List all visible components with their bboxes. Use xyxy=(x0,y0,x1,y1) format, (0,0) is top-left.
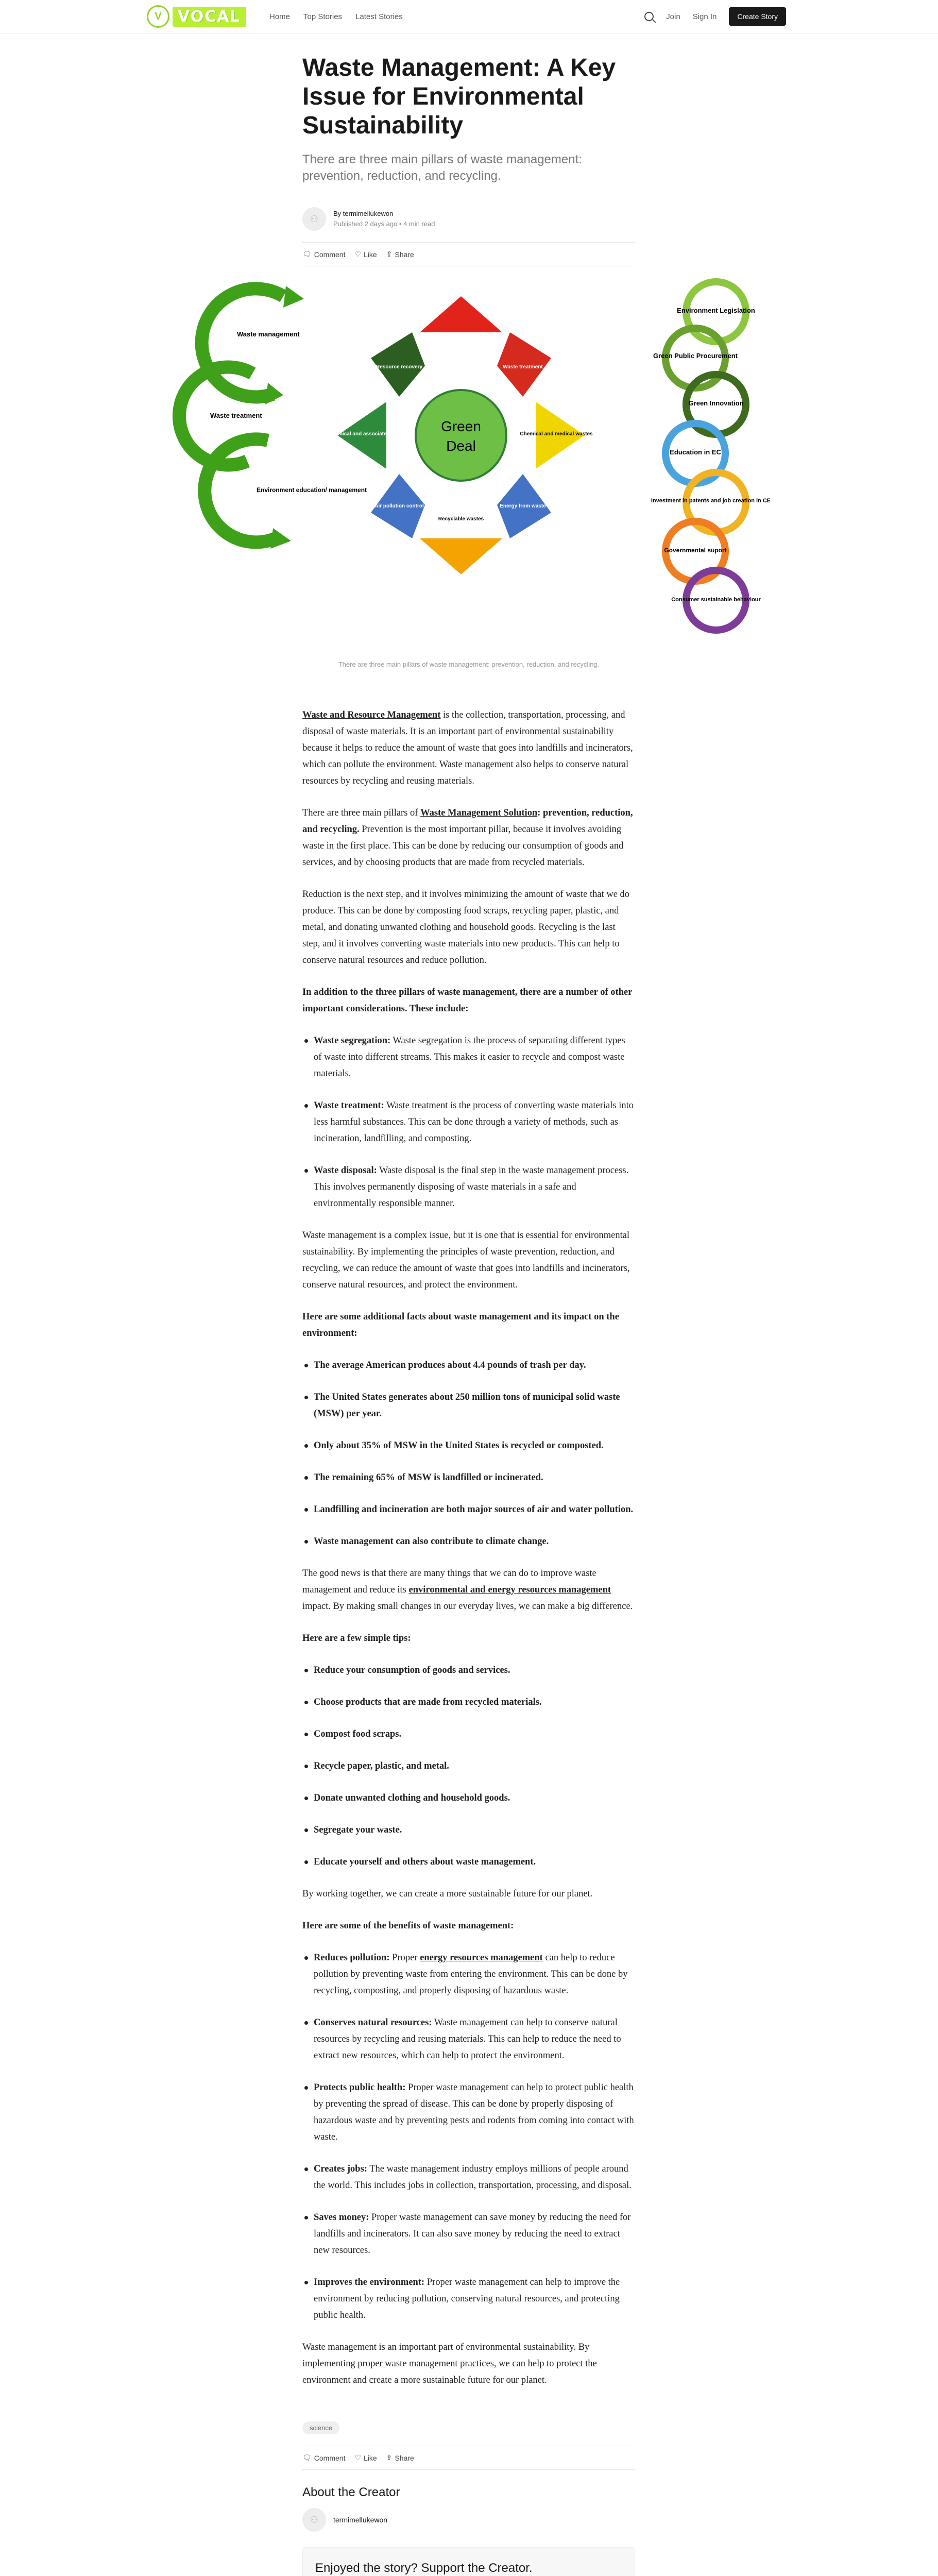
inline-link[interactable]: Waste Management Solution xyxy=(420,808,538,818)
image-caption: There are three main pillars of waste management: prevention, reduction, and recycling. xyxy=(338,660,600,668)
bullet-list xyxy=(302,1950,635,2324)
share-button[interactable] xyxy=(386,2453,414,2462)
paragraph xyxy=(302,1565,635,1615)
list-text: Proper xyxy=(389,1953,420,1963)
petal-label: Energy from waste xyxy=(500,503,546,509)
list-term: Waste disposal: xyxy=(314,1165,377,1176)
paragraph-text: In addition to the three pillars of waste management, there are a number of other important considerations. These include: xyxy=(302,987,633,1014)
heart-icon: ♡ xyxy=(354,250,362,258)
site-header xyxy=(0,0,938,34)
list-item xyxy=(302,1501,635,1518)
inline-link[interactable]: environmental and energy resources management xyxy=(408,1585,611,1595)
paragraph-text: : prevention, reduction, and recycling. xyxy=(302,808,633,835)
paragraph: Waste management is a complex issue, but it is one that is essential for environmental sustainability. By implementing the principles of waste prevention, reduction, and recycling, we can reduce the amount of waste that goes into landfills and incinerators, conserve natural resources, and protect the environment. xyxy=(302,1230,630,1290)
paragraph xyxy=(302,1918,635,1934)
list-item xyxy=(302,1854,635,1870)
list-text: can help to reduce pollution by preventing waste from entering the environment. This can be done by recycling, composting, and properly disposing of hazardous waste. xyxy=(314,1953,628,1996)
right-ring-chain xyxy=(666,282,746,630)
list-item xyxy=(302,1790,635,1806)
sign-in-link[interactable]: Sign In xyxy=(692,12,717,21)
share-icon: ⇪ xyxy=(386,250,393,258)
list-text: Proper waste management can save money by reducing the need for landfills and incinerators. It can also save money by reducing the need to extract new resources. xyxy=(314,2212,631,2256)
ring-label: Governmental suport xyxy=(664,547,727,554)
petal-label: Waste treatment xyxy=(503,364,543,370)
comment-label: Comment xyxy=(314,2453,346,2462)
support-card xyxy=(302,2547,635,2576)
list-item xyxy=(302,1032,635,1082)
main-nav xyxy=(269,12,403,21)
tag-chip[interactable]: science xyxy=(302,2421,339,2434)
like-button[interactable] xyxy=(354,2453,377,2462)
petal-label: Chemical and medical wastes xyxy=(520,431,593,437)
list-term: Waste treatment: xyxy=(314,1100,384,1111)
list-item xyxy=(302,1950,635,1999)
list-item xyxy=(302,1437,635,1454)
comment-button[interactable] xyxy=(302,2453,345,2462)
paragraph-text: Here are a few simple tips: xyxy=(302,1633,411,1643)
creator-block xyxy=(302,2508,635,2532)
paragraph xyxy=(302,1630,635,1647)
create-story-button[interactable]: Create Story xyxy=(729,7,786,26)
ring-label: Green Innovation xyxy=(688,399,744,407)
article-footer xyxy=(302,2421,635,2576)
comment-button[interactable] xyxy=(302,250,345,259)
paragraph xyxy=(302,984,635,1017)
paragraph-text: is the collection, transportation, processing, and disposal of waste materials. It is an important part of environmental sustainability because it helps to reduce the amount of waste that goes into landfills and incinerators, which can pollute the environment. Waste management also helps to conserve natural resources by recycling and reusing materials. xyxy=(302,710,633,786)
list-item xyxy=(302,1758,635,1774)
site-logo[interactable] xyxy=(147,5,246,28)
diagram-label: Waste treatment xyxy=(210,412,262,419)
like-label: Like xyxy=(364,2453,377,2462)
paragraph-text: Here are some additional facts about waste management and its impact on the environment: xyxy=(302,1312,619,1338)
list-term: Creates jobs: xyxy=(314,2164,367,2174)
petal-label: Resource recovery xyxy=(376,364,423,370)
petal-label: Recyclable wastes xyxy=(438,516,484,522)
list-text: Only about 35% of MSW in the United States is recycled or composted. xyxy=(314,1440,604,1451)
list-term: Reduces pollution: xyxy=(314,1953,390,1963)
creator-name-link[interactable]: termimellukewon xyxy=(333,2516,388,2524)
list-text: The remaining 65% of MSW is landfilled or incinerated. xyxy=(314,1472,543,1483)
paragraph-text: impact. By making small changes in our everyday lives, we can make a big difference. xyxy=(302,1601,633,1612)
paragraph-text: Prevention is the most important pillar, because it involves avoiding waste in the first place. This can be done by reducing our consumption of goods and services, and by choosing products that are made from recycled materials. xyxy=(302,824,624,868)
diagram-label: Environment education/ management xyxy=(257,486,367,494)
list-item xyxy=(302,1357,635,1374)
list-text: Waste segregation is the process of separating different types of waste into different streams. This makes it easier to recycle and compost waste materials. xyxy=(314,1036,625,1079)
page-title: Waste Management: A Key Issue for Environmental Sustainability xyxy=(302,54,616,139)
avatar[interactable]: ⚇ xyxy=(302,207,326,231)
divider xyxy=(302,2469,635,2470)
paragraph xyxy=(302,1309,635,1342)
bullet-list xyxy=(302,1662,635,1870)
list-text: Reduce your consumption of goods and services. xyxy=(314,1665,510,1675)
list-term: Waste segregation: xyxy=(314,1036,391,1046)
inline-link[interactable]: energy resources management xyxy=(420,1953,543,1963)
article-subtitle: There are three main pillars of waste management: prevention, reduction, and recycling. xyxy=(302,152,582,183)
author-block xyxy=(302,207,635,231)
list-item xyxy=(302,2079,635,2145)
paragraph: Waste management is an important part of environmental sustainability. By implementing proper waste management practices, we can help to protect the environment and create a more sustainable future for our planet. xyxy=(302,2342,597,2385)
bullet-list xyxy=(302,1032,635,1212)
share-button[interactable] xyxy=(386,250,414,259)
share-icon: ⇪ xyxy=(386,2453,393,2462)
list-text: Donate unwanted clothing and household goods. xyxy=(314,1793,510,1803)
list-text: Compost food scraps. xyxy=(314,1729,402,1739)
author-prefix: By xyxy=(333,210,342,217)
like-label: Like xyxy=(364,250,377,259)
list-term: Conserves natural resources: xyxy=(314,2018,432,2028)
bullet-list xyxy=(302,1357,635,1550)
petal-label: Pollution control xyxy=(440,349,482,354)
ring-label: Green Public Procurement xyxy=(653,352,738,360)
nav-top-stories[interactable]: Top Stories xyxy=(303,12,343,21)
article-actions xyxy=(302,2453,635,2462)
join-link[interactable]: Join xyxy=(666,12,680,21)
list-term: Improves the environment: xyxy=(314,2277,425,2287)
comment-icon: 🗨 xyxy=(302,250,312,258)
like-button[interactable] xyxy=(354,250,377,259)
list-text: Proper waste management can help to improve the environment by reducing pollution, conserving natural resources, and protecting public health. xyxy=(314,2277,620,2320)
list-text: Waste treatment is the process of converting waste materials into less harmful substances. This can be done through a variety of methods, such as incineration, landfilling, and composting. xyxy=(314,1100,634,1144)
paragraph-text: The good news is that there are many things that we can do to improve waste management and reduce its xyxy=(302,1568,596,1595)
article-header xyxy=(302,54,635,266)
paragraph-text: There are three main pillars of xyxy=(302,808,421,818)
share-label: Share xyxy=(395,2453,414,2462)
diagram-label: Waste management xyxy=(237,330,300,338)
list-item xyxy=(302,2161,635,2194)
inline-link[interactable]: Waste and Resource Management xyxy=(302,710,441,720)
ring-label: Education in EC xyxy=(670,448,721,456)
list-item xyxy=(302,1097,635,1147)
list-item xyxy=(302,1469,635,1486)
list-item xyxy=(302,2014,635,2064)
support-title: Enjoyed the story? Support the Creator. xyxy=(315,2561,533,2575)
list-text: The average American produces about 4.4 pounds of trash per day. xyxy=(314,1360,586,1370)
list-text: Waste management can also contribute to climate change. xyxy=(314,1536,549,1547)
header-actions xyxy=(644,7,786,26)
ring-label: Consumer sustainable behaviour xyxy=(671,597,761,603)
logo-badge: V xyxy=(147,5,169,28)
search-icon[interactable] xyxy=(644,12,654,21)
list-text: Landfilling and incineration are both major sources of air and water pollution. xyxy=(314,1504,634,1515)
center-label: Green xyxy=(441,418,481,434)
about-creator-heading: About the Creator xyxy=(302,2485,400,2499)
heart-icon: ♡ xyxy=(354,2453,362,2462)
center-label: Deal xyxy=(446,438,476,454)
ring-label: Investment in patents and job creation in CE xyxy=(651,498,771,504)
list-text: Proper waste management can help to protect public health by preventing the spread of disease. This can be done by properly disposing of hazardous waste and by preventing pests and rodents from coming into contact with waste. xyxy=(314,2082,634,2142)
publish-meta: Published 2 days ago • 4 min read xyxy=(333,220,435,228)
list-text: Waste disposal is the final step in the waste management process. This involves permanently disposing of waste materials in a safe and environmentally responsible manner. xyxy=(314,1165,629,1209)
list-item xyxy=(302,1662,635,1679)
petal-label: Air pollution control xyxy=(374,503,424,509)
paragraph-text: Here are some of the benefits of waste management: xyxy=(302,1921,514,1931)
comment-label: Comment xyxy=(314,250,346,259)
paragraph: By working together, we can create a more sustainable future for our planet. xyxy=(302,1889,593,1899)
divider xyxy=(302,242,635,243)
list-text: Educate yourself and others about waste management. xyxy=(314,1857,536,1867)
list-item xyxy=(302,1389,635,1422)
list-item xyxy=(302,1694,635,1710)
list-text: Recycle paper, plastic, and metal. xyxy=(314,1761,449,1771)
list-item xyxy=(302,1726,635,1742)
list-text: Choose products that are made from recycled materials. xyxy=(314,1697,542,1707)
list-item xyxy=(302,2274,635,2324)
list-text: Waste management can help to conserve natural resources by recycling and reusing materials. This can help to reduce the need to extract new resources, which can help to protect the environment. xyxy=(314,2018,621,2061)
list-item xyxy=(302,1162,635,1212)
petal-label: Chemical and associated wastes xyxy=(328,431,408,437)
ring-label: Environment Legislation xyxy=(677,307,755,314)
share-label: Share xyxy=(395,250,414,259)
author-link[interactable]: termimellukewon xyxy=(343,210,394,217)
paragraph: Reduction is the next step, and it involves minimizing the amount of waste that we do produce. This can be done by composting food scraps, recycling paper, plastic, and metal, and donating unwanted clothing and household goods. Recycling is the last step, and it involves converting waste materials into new products. This can help to conserve natural resources and reduce pollution. xyxy=(302,889,630,965)
list-term: Protects public health: xyxy=(314,2082,406,2093)
list-item xyxy=(302,1533,635,1550)
paragraph xyxy=(302,707,635,789)
article-actions xyxy=(302,250,635,259)
list-item xyxy=(302,1822,635,1838)
list-item xyxy=(302,2209,635,2259)
article-image xyxy=(180,276,771,650)
nav-home[interactable]: Home xyxy=(269,12,291,21)
comment-icon: 🗨 xyxy=(302,2453,312,2462)
article-body xyxy=(302,707,635,2404)
nav-latest-stories[interactable]: Latest Stories xyxy=(355,12,403,21)
paragraph xyxy=(302,805,635,871)
logo-wordmark: VOCAL xyxy=(173,7,246,27)
list-text: Segregate your waste. xyxy=(314,1825,402,1835)
list-term: Saves money: xyxy=(314,2212,369,2223)
list-text: The United States generates about 250 million tons of municipal solid waste (MSW) per year. xyxy=(314,1392,620,1419)
avatar[interactable]: ⚇ xyxy=(302,2508,326,2532)
list-text: The waste management industry employs millions of people around the world. This includes jobs in collection, transportation, processing, and disposal. xyxy=(314,2164,632,2191)
